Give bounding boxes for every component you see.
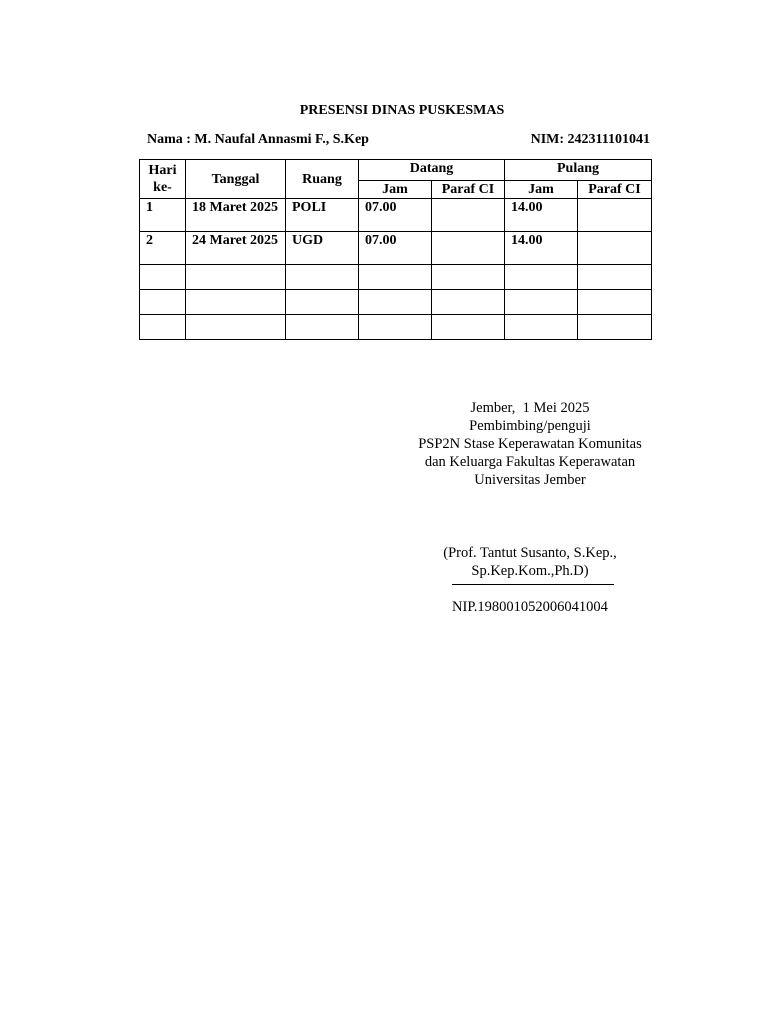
- cell-hari: 1: [140, 199, 186, 232]
- header-datang: Datang: [359, 160, 505, 181]
- institution-line-2: dan Keluarga Fakultas Keperawatan: [424, 454, 636, 470]
- empty-cell: [186, 265, 286, 290]
- empty-table-row: [140, 290, 652, 315]
- signature-underline: [452, 584, 614, 585]
- table-row: [140, 232, 652, 265]
- cell-datang-jam: 07.00: [359, 232, 432, 265]
- place-date: Jember, 1 Mei 2025: [470, 400, 590, 416]
- empty-table-row: [140, 315, 652, 340]
- signer-name-line-2: Sp.Kep.Kom.,Ph.D): [471, 563, 589, 579]
- table-header-row: [140, 160, 652, 181]
- empty-cell: [432, 265, 505, 290]
- signer-nip: NIP.198001052006041004: [452, 599, 608, 615]
- student-name: Nama : M. Naufal Annasmi F., S.Kep: [147, 132, 369, 147]
- empty-cell: [505, 265, 578, 290]
- empty-cell: [186, 315, 286, 340]
- empty-cell: [505, 315, 578, 340]
- signature-block: [401, 399, 659, 489]
- empty-cell: [432, 315, 505, 340]
- cell-ruang: POLI: [286, 199, 359, 232]
- header-tanggal: Tanggal: [186, 160, 286, 199]
- empty-cell: [286, 290, 359, 315]
- header-datang-jam: Jam: [359, 181, 432, 199]
- table-row: [140, 199, 652, 232]
- empty-table-row: [140, 265, 652, 290]
- empty-cell: [578, 290, 652, 315]
- header-ruang: Ruang: [286, 160, 359, 199]
- cell-hari: 2: [140, 232, 186, 265]
- cell-pulang-paraf: [578, 199, 652, 232]
- cell-tanggal: 24 Maret 2025: [186, 232, 286, 265]
- attendance-table: [139, 159, 652, 340]
- empty-cell: [578, 265, 652, 290]
- empty-cell: [359, 315, 432, 340]
- header-datang-paraf: Paraf CI: [432, 181, 505, 199]
- student-nim: NIM: 242311101041: [530, 132, 650, 147]
- document-title: PRESENSI DINAS PUSKESMAS: [299, 103, 505, 118]
- empty-cell: [186, 290, 286, 315]
- student-info-row: [147, 131, 650, 149]
- empty-cell: [505, 290, 578, 315]
- cell-datang-paraf: [432, 232, 505, 265]
- signer-role: Pembimbing/penguji: [469, 418, 591, 434]
- signer-name: [401, 544, 659, 580]
- empty-cell: [140, 315, 186, 340]
- cell-datang-paraf: [432, 199, 505, 232]
- empty-cell: [578, 315, 652, 340]
- cell-pulang-paraf: [578, 232, 652, 265]
- signer-name-line-1: (Prof. Tantut Susanto, S.Kep.,: [443, 545, 617, 561]
- empty-cell: [432, 290, 505, 315]
- header-hari: Hari ke-: [140, 160, 186, 199]
- header-pulang-paraf: Paraf CI: [578, 181, 652, 199]
- empty-cell: [359, 265, 432, 290]
- header-pulang: Pulang: [505, 160, 652, 181]
- cell-pulang-jam: 14.00: [505, 232, 578, 265]
- empty-cell: [359, 290, 432, 315]
- cell-pulang-jam: 14.00: [505, 199, 578, 232]
- header-pulang-jam: Jam: [505, 181, 578, 199]
- empty-cell: [140, 265, 186, 290]
- cell-datang-jam: 07.00: [359, 199, 432, 232]
- institution-line-3: Universitas Jember: [474, 472, 586, 488]
- cell-tanggal: 18 Maret 2025: [186, 199, 286, 232]
- empty-cell: [286, 315, 359, 340]
- cell-ruang: UGD: [286, 232, 359, 265]
- empty-cell: [140, 290, 186, 315]
- institution-line-1: PSP2N Stase Keperawatan Komunitas: [418, 436, 642, 452]
- empty-cell: [286, 265, 359, 290]
